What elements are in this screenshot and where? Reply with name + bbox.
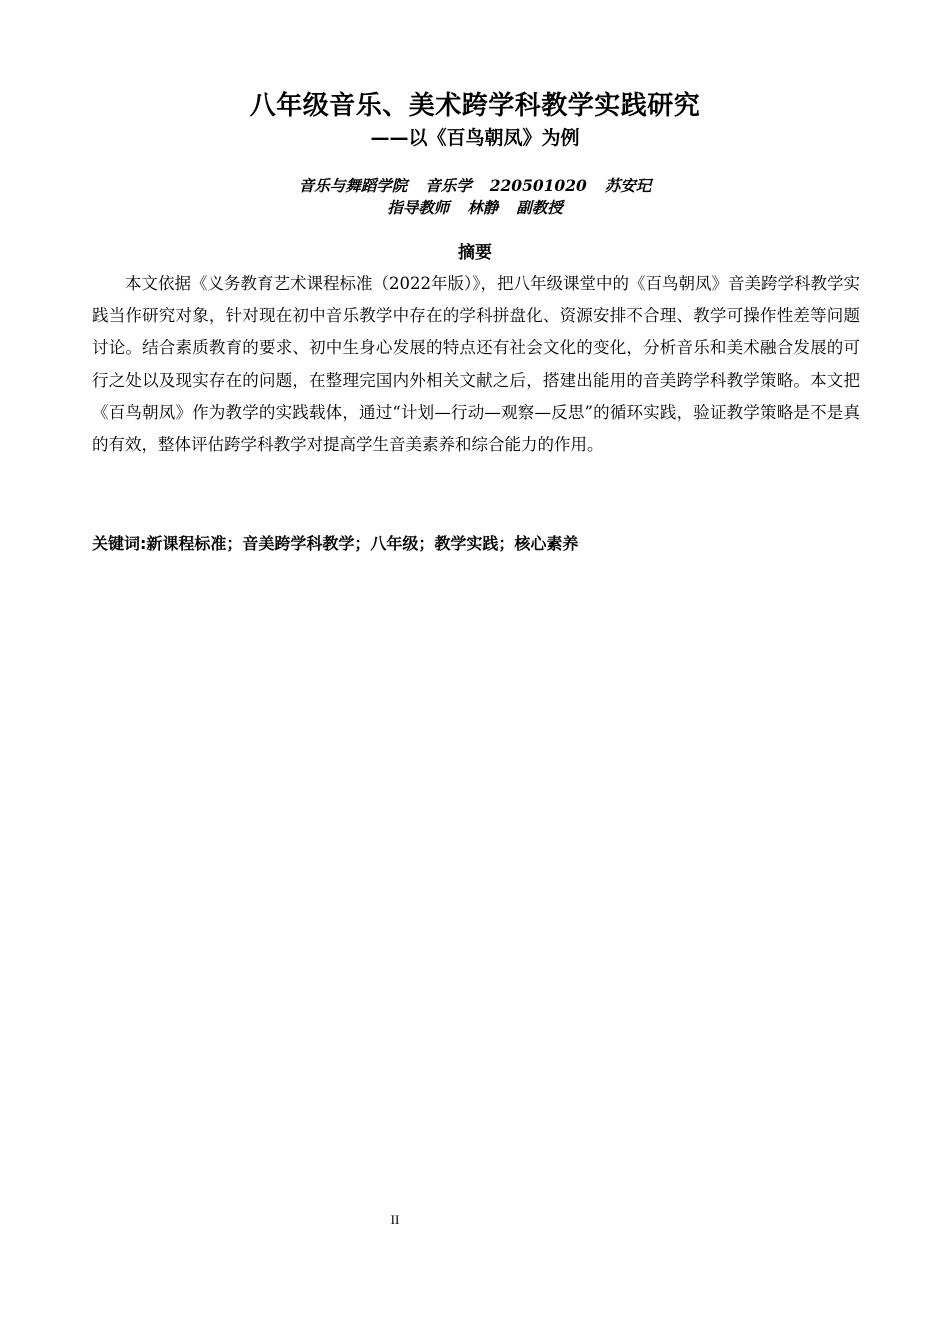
advisor-name: 林静 <box>467 198 499 217</box>
author-name: 苏安玘 <box>604 176 652 195</box>
author-school: 音乐与舞蹈学院 <box>298 176 408 195</box>
author-info-line <box>0 175 950 197</box>
advisor-info-line <box>0 197 950 219</box>
paper-subtitle: ——以《百鸟朝凤》为例 <box>370 127 580 149</box>
abstract-heading: 摘要 <box>458 243 492 263</box>
author-student-id: 220501020 <box>489 176 587 195</box>
paper-title: 八年级音乐、美术跨学科教学实践研究 <box>249 91 701 121</box>
abstract-body: 本文依据《义务教育艺术课程标准（2022年版）》，把八年级课堂中的《百鸟朝凤》音美跨学科教学实践当作研究对象，针对现在初中音乐教学中存在的学科拼盘化、资源安排不合理、教学可操作性差等问题讨论。结合素质教育的要求、初中生身心发展的特点还有社会文化的变化，分析音乐和美术融合发展的可行之处以及现实存在的问题，在整理完国内外相关文献之后，搭建出能用的音美跨学科教学策略。本文把《百鸟朝凤》作为教学的实践载体，通过“计划—行动—观察—反思”的循环实践，验证教学策略是不是真的有效，整体评估跨学科教学对提高学生音美素养和综合能力的作用。 <box>92 274 860 455</box>
author-major: 音乐学 <box>425 176 472 195</box>
keywords-line: 关键词:新课程标准；音美跨学科教学；八年级；教学实践；核心素养 <box>92 534 579 553</box>
page-number: II <box>390 1212 400 1227</box>
advisor-title: 副教授 <box>516 198 563 217</box>
advisor-label: 指导教师 <box>387 198 450 217</box>
